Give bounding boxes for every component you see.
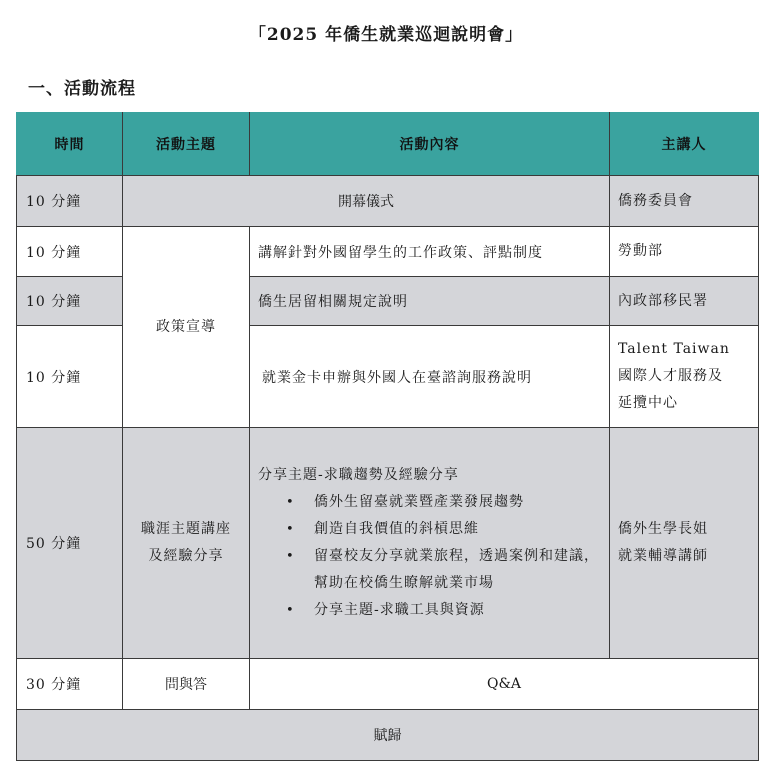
topic-line: 職涯主題講座 bbox=[141, 521, 231, 537]
speaker-cell bbox=[610, 428, 759, 659]
topic-cell-policy: 政策宣導 bbox=[123, 227, 250, 428]
content-cell: 僑生居留相關規定說明 bbox=[250, 277, 610, 326]
table-row-closing bbox=[17, 710, 759, 761]
time-cell: 50 分鐘 bbox=[17, 428, 123, 659]
speaker-line: Talent Taiwan bbox=[618, 341, 730, 357]
header-speaker: 主講人 bbox=[610, 113, 759, 176]
table-row-career bbox=[17, 428, 759, 659]
topic-line: 及經驗分享 bbox=[148, 548, 224, 564]
bullet-item: • 僑外生留臺就業暨產業發展趨勢 bbox=[286, 489, 601, 516]
topic-cell-qa: 問與答 bbox=[123, 659, 250, 710]
bullet-list bbox=[258, 489, 601, 624]
speaker-line: 國際人才服務及 bbox=[618, 368, 723, 384]
content-cell bbox=[250, 428, 610, 659]
agenda-table bbox=[16, 112, 759, 761]
document-title: 「2025 年僑生就業巡迴說明會」 bbox=[248, 25, 524, 45]
table-row-qa bbox=[17, 659, 759, 710]
content-cell: 就業金卡申辦與外國人在臺諮詢服務說明 bbox=[250, 326, 610, 428]
table-row-opening bbox=[17, 176, 759, 227]
time-cell: 10 分鐘 bbox=[17, 176, 123, 227]
table-header-row bbox=[17, 113, 759, 176]
bullet-item: • 留臺校友分享就業旅程，透過案例和建議，幫助在校僑生瞭解就業市場 bbox=[286, 543, 601, 597]
content-cell: 賦歸 bbox=[17, 710, 759, 761]
topic-cell-career bbox=[123, 428, 250, 659]
content-cell: Q&A bbox=[250, 659, 759, 710]
speaker-cell bbox=[610, 326, 759, 428]
header-time: 時間 bbox=[17, 113, 123, 176]
speaker-line: 就業輔導講師 bbox=[618, 548, 708, 564]
time-cell: 10 分鐘 bbox=[17, 227, 123, 277]
speaker-cell: 僑務委員會 bbox=[610, 176, 759, 227]
header-content: 活動內容 bbox=[250, 113, 610, 176]
speaker-line: 延攬中心 bbox=[618, 395, 678, 411]
speaker-cell: 內政部移民署 bbox=[610, 277, 759, 326]
bullet-item: • 創造自我價值的斜槓思維 bbox=[286, 516, 601, 543]
sharing-heading: 分享主題-求職趨勢及經驗分享 bbox=[258, 467, 459, 483]
time-cell: 10 分鐘 bbox=[17, 277, 123, 326]
header-topic: 活動主題 bbox=[123, 113, 250, 176]
table-row-policy-1 bbox=[17, 227, 759, 277]
time-cell: 10 分鐘 bbox=[17, 326, 123, 428]
speaker-cell: 勞動部 bbox=[610, 227, 759, 277]
time-cell: 30 分鐘 bbox=[17, 659, 123, 710]
bullet-item: • 分享主題-求職工具與資源 bbox=[286, 597, 601, 624]
content-cell: 開幕儀式 bbox=[123, 176, 610, 227]
section-heading: 一、活動流程 bbox=[28, 79, 136, 99]
content-cell: 講解針對外國留學生的工作政策、評點制度 bbox=[250, 227, 610, 277]
speaker-line: 僑外生學長姐 bbox=[618, 521, 708, 537]
